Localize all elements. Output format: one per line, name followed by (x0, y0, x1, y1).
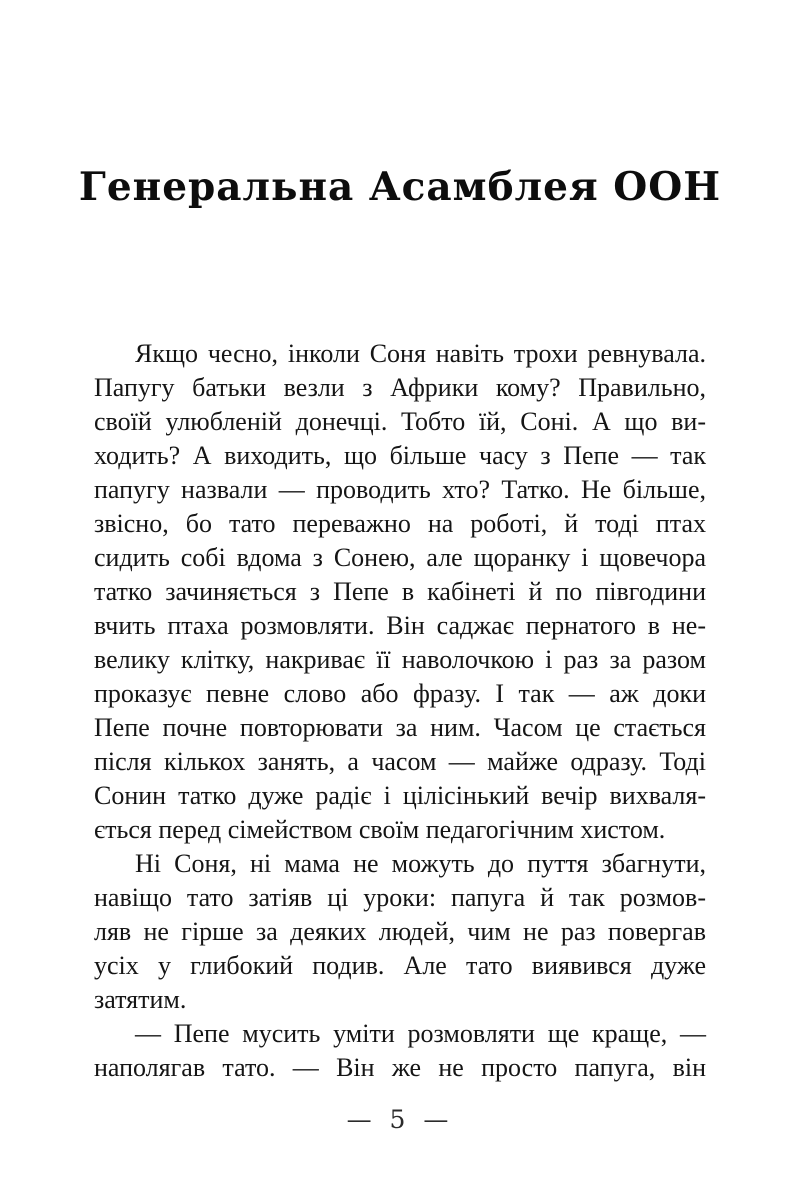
text-line: своїй улюбленій донечці. Тобто їй, Соні. А що ви- (94, 406, 706, 436)
text-line: сидить собі вдома з Сонею, але щоранку і щовечора (94, 542, 706, 572)
text-line: ється перед сімейством своїм педагогічним хистом. (94, 814, 666, 844)
text-line: усіх у глибокий подив. Але тато виявився дуже (94, 950, 706, 980)
body-text (94, 337, 706, 1085)
text-line: вчить птаха розмовляти. Він саджає пернатого в не- (94, 610, 706, 640)
text-line: папугу назвали — проводить хто? Татко. Не більше, (94, 474, 706, 504)
paragraph (94, 1017, 706, 1085)
page-number: — 5 — (346, 1104, 454, 1134)
paragraph (94, 847, 706, 1017)
chapter-title: Генеральна Асамблея ООН (78, 164, 722, 210)
text-line: татко зачиняється з Пепе в кабінеті й по півгодини (94, 576, 706, 606)
text-line: навіщо тато затіяв ці уроки: папуга й так розмов- (94, 882, 706, 912)
text-line: Папугу батьки везли з Африки кому? Правильно, (94, 372, 706, 402)
text-line: Ні Соня, ні мама не можуть до пуття збагнути, (135, 848, 706, 878)
text-line: після кількох занять, а часом — майже одразу. Тоді (94, 746, 706, 776)
text-line: наполягав тато. — Він же не просто папуга, він (94, 1052, 706, 1082)
paragraph (94, 337, 706, 847)
text-line: звісно, бо тато переважно на роботі, й тоді птах (94, 508, 706, 538)
text-line: велику клітку, накриває її наволочкою і раз за разом (94, 644, 706, 674)
text-line: ходить? А виходить, що більше часу з Пепе — так (94, 440, 706, 470)
text-line: Сонин татко дуже радіє і цілісінький вечір вихваля- (94, 780, 706, 810)
text-line: Якщо чесно, інколи Соня навіть трохи ревнувала. (135, 338, 706, 368)
text-line: Пепе почне повторювати за ним. Часом це стається (94, 712, 706, 742)
text-line: — Пепе мусить уміти розмовляти ще краще, — (135, 1018, 706, 1048)
text-line: проказує певне слово або фразу. І так — аж доки (94, 678, 706, 708)
text-line: затятим. (94, 984, 187, 1014)
text-line: ляв не гірше за деяких людей, чим не раз повергав (94, 916, 706, 946)
